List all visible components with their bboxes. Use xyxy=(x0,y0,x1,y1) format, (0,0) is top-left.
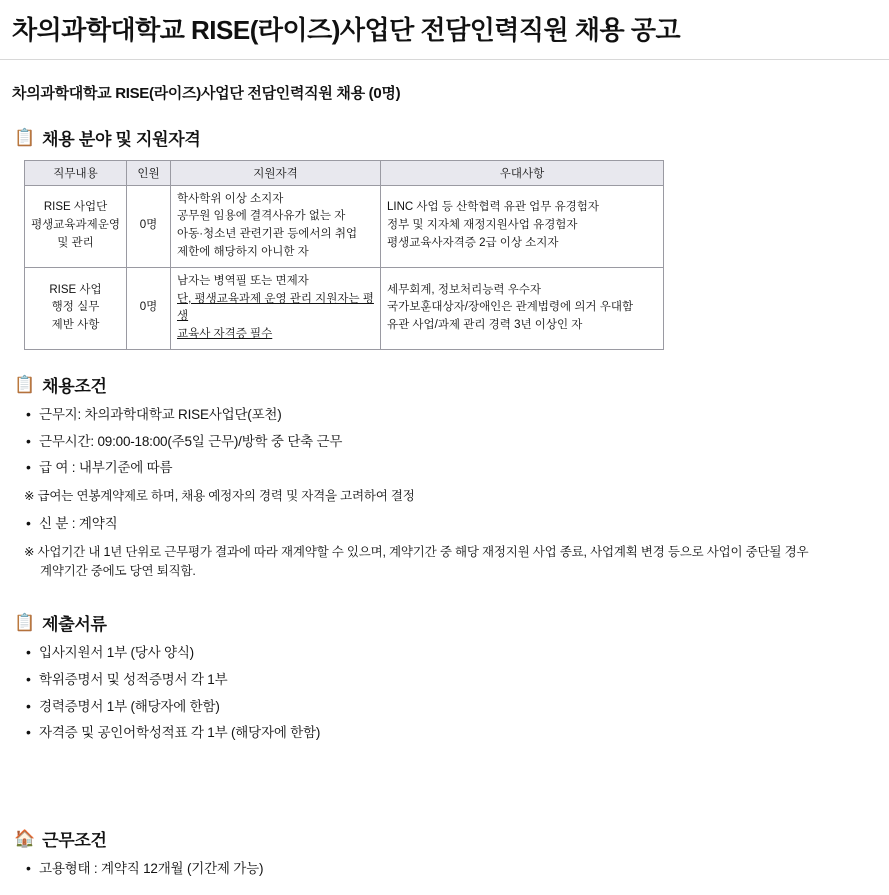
section-title-documents: 제출서류 xyxy=(42,615,107,635)
duty-line: 평생교육과제운영 xyxy=(31,219,120,232)
section-title-conditions: 채용조건 xyxy=(42,377,107,396)
note-line-2: 계약기간 중에도 당연 퇴직함. xyxy=(40,564,196,578)
house-icon: 🏠 xyxy=(14,828,36,848)
qualification-line: 남자는 병역필 또는 면제자 xyxy=(177,274,309,287)
recruit-table-wrap xyxy=(0,150,889,351)
preference-line: LINC 사업 등 산학협력 유관 업무 유경험자 xyxy=(387,201,600,214)
table-row xyxy=(25,185,664,267)
list-item: • 경력증명서 1부 (해당자에 한함) xyxy=(26,697,877,717)
table-header-duty: 직무내용 xyxy=(25,160,127,185)
table-header-count: 인원 xyxy=(127,160,171,185)
table-row xyxy=(25,267,664,349)
preference-line: 정부 및 지자체 재정지원사업 유경험자 xyxy=(387,219,578,232)
list-item: • 고용형태 : 계약직 12개월 (기간제 가능) xyxy=(26,859,877,879)
qualification-line: 학사학위 이상 소지자 xyxy=(177,192,284,205)
conditions-note-contract xyxy=(0,541,889,582)
section-header-conditions xyxy=(0,350,889,397)
qualification-line: 단, 평생교육과제 운영 관리 지원자는 평생 xyxy=(177,292,374,323)
table-header-preference: 우대사항 xyxy=(381,160,664,185)
conditions-list-status xyxy=(0,514,889,534)
clipboard-icon: 📋 xyxy=(14,127,36,147)
table-header-row xyxy=(25,160,664,185)
conditions-list xyxy=(0,405,889,478)
qualification-line: 교육사 자격증 필수 xyxy=(177,328,273,341)
duty-line: RISE 사업 xyxy=(49,283,102,296)
cell-preference xyxy=(381,267,664,349)
qualification-line: 아동·청소년 관련기관 등에서의 취업 xyxy=(177,228,358,241)
table-header-qualification: 지원자격 xyxy=(171,160,381,185)
list-item: • 학위증명서 및 성적증명서 각 1부 xyxy=(26,670,877,690)
cell-qualification xyxy=(171,267,381,349)
section-header-work-conditions xyxy=(0,804,889,851)
preference-line: 세무회계, 정보처리능력 우수자 xyxy=(387,283,542,296)
duty-line: 및 관리 xyxy=(57,237,94,250)
clipboard-icon: 📋 xyxy=(14,613,36,633)
cell-duty xyxy=(25,267,127,349)
note-line-1: ※ 사업기간 내 1년 단위로 근무평가 결과에 따라 재계약할 수 있으며, 계약기간 중 해당 재정지원 사업 종료, 사업계획 변경 등으로 사업이 중단될 경우 xyxy=(24,544,809,559)
conditions-note-salary: ※ 급여는 연봉계약제로 하며, 채용 예정자의 경력 및 자격을 고려하여 결정 xyxy=(24,488,415,503)
section-spacer xyxy=(0,750,889,804)
duty-line: 행정 실무 xyxy=(51,301,100,314)
documents-list xyxy=(0,643,889,742)
section-title-recruit-field: 채용 분야 및 지원자격 xyxy=(42,129,201,149)
list-item: • 입사지원서 1부 (당사 양식) xyxy=(26,643,877,663)
list-item: • 신 분 : 계약직 xyxy=(26,514,877,534)
duty-line: RISE 사업단 xyxy=(43,201,108,214)
section-header-recruit-field xyxy=(0,103,889,150)
duty-line: 제반 사항 xyxy=(51,319,100,332)
page-title: 차의과학대학교 RISE(라이즈)사업단 전담인력직원 채용 공고 xyxy=(12,15,681,45)
section-header-documents xyxy=(0,588,889,635)
preference-line: 유관 사업/과제 관리 경력 3년 이상인 자 xyxy=(387,319,583,332)
list-item: • 자격증 및 공인어학성적표 각 1부 (해당자에 한함) xyxy=(26,723,877,743)
qualification-line: 제한에 해당하지 아니한 자 xyxy=(177,245,309,258)
cell-count: 0명 xyxy=(127,267,171,349)
work-conditions-list xyxy=(0,859,889,879)
cell-preference xyxy=(381,185,664,267)
section-title-work-conditions: 근무조건 xyxy=(42,830,107,850)
qualification-line: 공무원 임용에 결격사유가 없는 자 xyxy=(177,210,346,223)
recruit-table xyxy=(24,160,664,351)
list-item: • 급 여 : 내부기준에 따름 xyxy=(26,458,877,478)
list-item: • 근무시간: 09:00-18:00(주5일 근무)/방학 중 단축 근무 xyxy=(26,432,877,452)
cell-count: 0명 xyxy=(127,185,171,267)
list-item: • 근무지: 차의과학대학교 RISE사업단(포천) xyxy=(26,405,877,425)
cell-qualification xyxy=(171,185,381,267)
preference-line: 국가보훈대상자/장애인은 관계법령에 의거 우대함 xyxy=(387,301,634,314)
clipboard-icon: 📋 xyxy=(14,375,36,394)
cell-duty xyxy=(25,185,127,267)
document-subtitle: 차의과학대학교 RISE(라이즈)사업단 전담인력직원 채용 (0명) xyxy=(12,84,401,102)
preference-line: 평생교육사자격증 2급 이상 소지자 xyxy=(387,237,559,250)
